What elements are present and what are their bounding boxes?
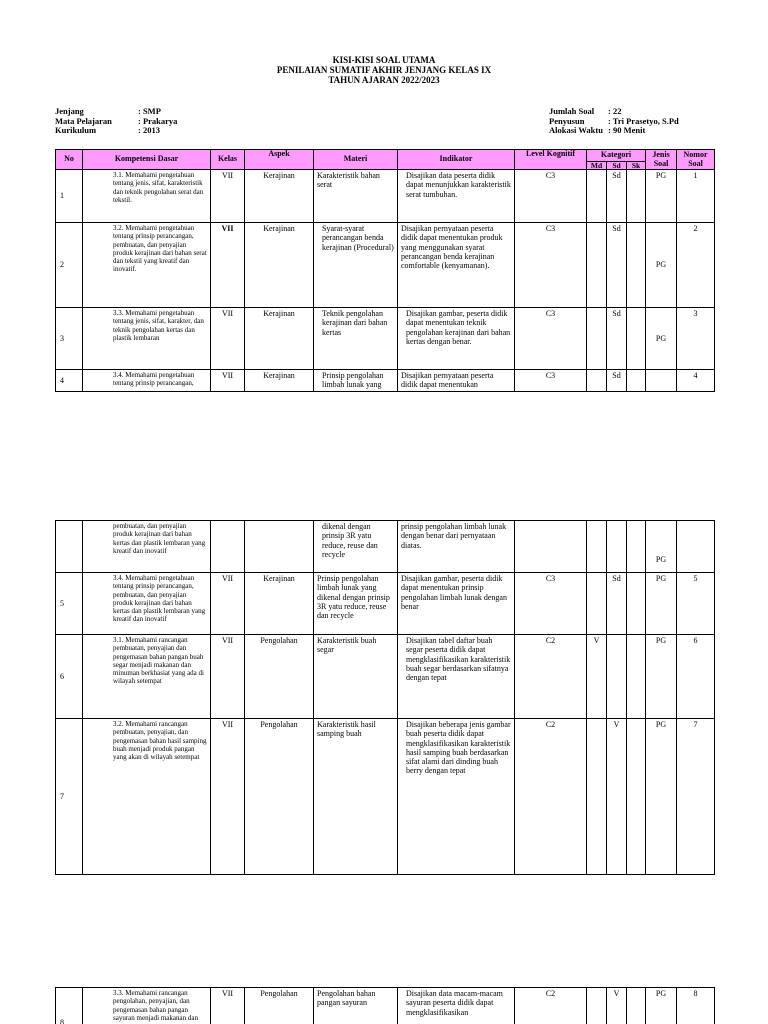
kisi-kisi-table-page-3 — [55, 987, 715, 1024]
table-row: pembuatan, dan penyajian produk kerajinan dari bahan kertas dan plastik lembaran yang kreatif dan inovatif dikenal dengan prinsip 3R yatu reduce, reuse dan recycle prinsip pengolahan limbah lunak dengan benar dari pernyataan diatas. PG — [56, 521, 715, 573]
header-indikator: Indikator — [398, 150, 515, 170]
table-row: 6 3.1. Memahami rancangan pembuatan, penyajian dan pengemasan bahan pangan buah segar menjadi makanan dan minuman berkhasiat yang ada di wilayah setempat VII Pengolahan Karakteristik buah segar Disajikan tabel daftar buah segar peserta didik dapat mengklasifikasikan karakteristik buah segar berdasarkan sifatnya dengan tepat C2 V PG 6 — [56, 635, 715, 719]
header-kompetensi-dasar: Kompetensi Dasar — [83, 150, 211, 170]
table-row: 5 3.4. Memahami pengetahuan tentang prinsip perancangan, pembuatan, dan penyajian produk kerajinan dari bahan kertas dan plastik lembaran yang kreatif dan inovatif VII Kerajinan Prinsip pengolahan limbah lunak yang dikenal dengan prinsip 3R yatu reduce, reuse dan recycle Disajikan gambar, peserta didik dapat menentukan prinsip pengolahan limbah lunak dengan benar C3 Sd PG 5 — [56, 573, 715, 635]
header-nomor-soal: Nomor Soal — [677, 150, 715, 170]
info-jumlah-soal: Jumlah Soal : 22 — [549, 106, 622, 116]
info-left-block — [55, 107, 177, 136]
table-row: 4 3.4. Memahami pengetahuan tentang prinsip perancangan, VII Kerajinan Prinsip pengolahan limbah lunak yang Disajikan pernyataan peserta didik dapat menentukan C3 Sd 4 — [56, 370, 715, 392]
info-jenjang: Jenjang : SMP — [55, 106, 161, 116]
title-line-3: TAHUN AJARAN 2022/2023 — [328, 75, 440, 85]
header-materi: Materi — [314, 150, 398, 170]
header-sk: Sk — [627, 162, 646, 170]
header-no: No — [56, 150, 83, 170]
document-title — [0, 55, 768, 85]
table-row: 3 3.3. Memahami pengetahuan tentang jenis, sifat, karakter, dan teknik pengolahan kertas dan plastik lembaran VII Kerajinan Teknik pengolahan kerajinan dari bahan kertas Disajikan gambar, peserta didik dapat menentukan teknik pengolahan kerajinan dari bahan kertas dengan benar. C3 Sd PG 3 — [56, 308, 715, 370]
table-row: 2 3.2. Memahami pengetahuan tentang prinsip perancangan, pembuatan, dan penyajian produk kerajinan dari bahan serat dan tekstil yang kreatif dan inovatif. VII Kerajinan Syarat-syarat perancangan benda kerajinan (Procedural) Disajikan pernyataan peserta didik dapat menentukan produk yang menggunakan syarat perancangan benda kerajinan comfortable (kenyamanan). C3 Sd PG 2 — [56, 223, 715, 308]
table-row: 8 3.3. Memahami rancangan pengolahan, penyajian, dan pengemasan bahan pangan sayuran menjadi makanan dan VII Pengolahan Pengolahan bahan pangan sayuran Disajikan data macam-macam sayuran peserta didik dapat mengklasifikasikan C2 V PG 8 — [56, 988, 715, 1024]
title-line-1: KISI-KISI SOAL UTAMA — [332, 55, 436, 65]
header-kategori: Kategori — [587, 150, 646, 162]
header-kelas: Kelas — [211, 150, 245, 170]
header-aspek: Aspek — [245, 150, 314, 170]
table-row: 1 3.1. Memahami pengetahuan tentang jenis, sifat, karakteristik dan teknik pengolahan serat dan tekstil. VII Kerajinan Karakteristik bahan serat Disajikan data peserta didik dapat menunjukkan karakteristik serat tumbuhan. C3 Sd PG 1 — [56, 170, 715, 223]
info-right-block — [549, 107, 679, 136]
info-kurikulum: Kurikulum : 2013 — [55, 125, 160, 135]
header-sd: Sd — [607, 162, 627, 170]
kisi-kisi-table-page-2 — [55, 520, 715, 875]
header-md: Md — [587, 162, 607, 170]
info-mata-pelajaran: Mata Pelajaran : Prakarya — [55, 115, 178, 126]
header-level-kognitif: Level Kognitif — [515, 150, 587, 170]
info-alokasi-waktu: Alokasi Waktu : 90 Menit — [549, 125, 646, 135]
title-line-2: PENILAIAN SUMATIF AKHIR JENJANG KELAS IX — [276, 65, 492, 75]
info-penyusun: Penyusun : Tri Prasetyo, S.Pd — [549, 115, 679, 126]
header-jenis-soal: Jenis Soal — [646, 150, 677, 170]
table-row: 7 3.2. Memahami rancangan pembuatan, penyajian, dan pengemasan bahan hasil samping buah menjadi produk pangan yang akan di wilayah setempat VII Pengolahan Karakteristik hasil samping buah Disajikan beberapa jenis gambar buah peserta didik dapat mengklasifikasikan karakteristik hasil samping buah berdasarkan sifat alami dari dinding buah berry dengan tepat C2 V PG 7 — [56, 719, 715, 875]
kisi-kisi-table-page-1 — [55, 149, 715, 392]
